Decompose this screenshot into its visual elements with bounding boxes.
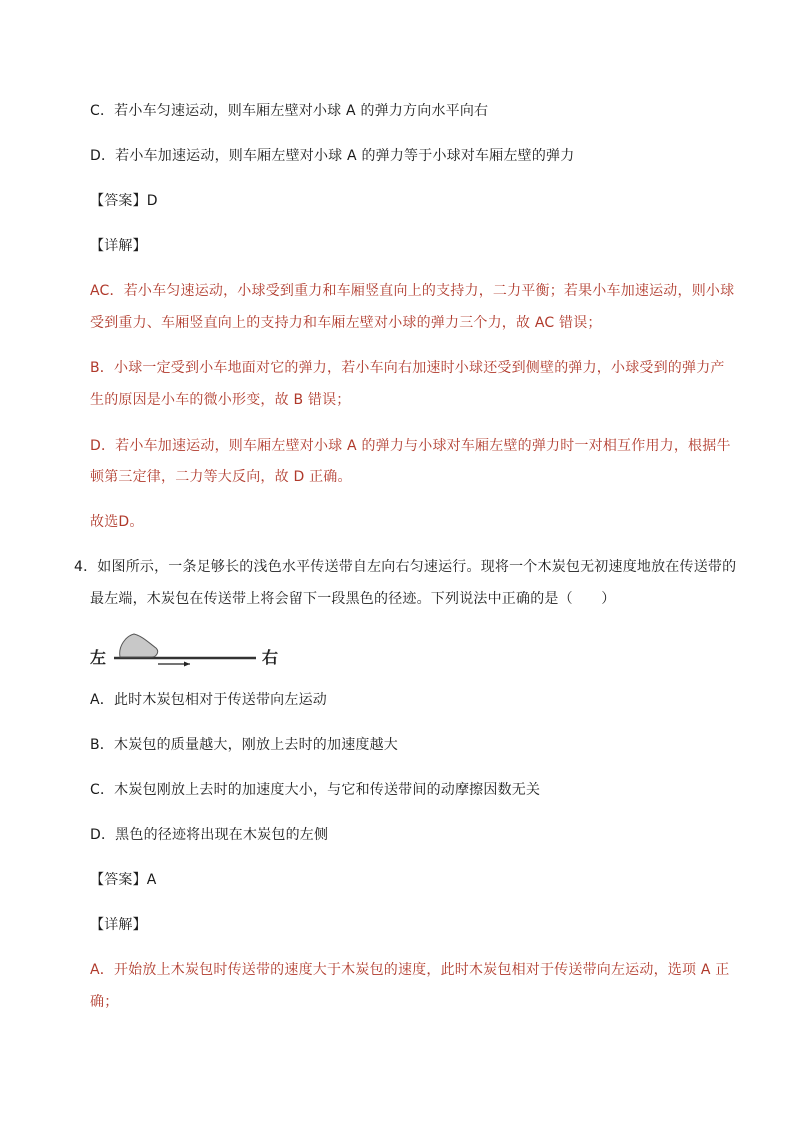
q4-detail-label: 【详解】 (90, 917, 147, 933)
q4-stem-line: 4．如图所示，一条足够长的浅色水平传送带自左向右匀速运行。现将一个木炭包无初速度地放在传送带的 (74, 559, 737, 575)
q3-conclusion: 故选D。 (90, 514, 144, 530)
q3-option-c: C．若小车匀速运动，则车厢左壁对小球 A 的弹力方向水平向右 (90, 103, 489, 119)
q4-option: C．木炭包刚放上去时的加速度大小，与它和传送带间的动摩擦因数无关 (90, 782, 541, 798)
q3-detail-label: 【详解】 (90, 238, 147, 254)
q4-answer: 【答案】A (90, 872, 157, 888)
figure-right-label: 右 (262, 648, 279, 667)
q4-option: B．木炭包的质量越大，刚放上去时的加速度越大 (90, 737, 399, 753)
q4-stem-line: 最左端，木炭包在传送带上将会留下一段黑色的径迹。下列说法中正确的是（ ） (90, 591, 616, 607)
q3-analysis-line: AC．若小车匀速运动，小球受到重力和车厢竖直向上的支持力，二力平衡；若果小车加速运动，则小球 (90, 283, 735, 299)
q3-analysis-line: B．小球一定受到小车地面对它的弹力，若小车向右加速时小球还受到侧壁的弹力，小球受到的弹力产 (90, 360, 725, 376)
q4-analysis-line: A．开始放上木炭包时传送带的速度大于木炭包的速度，此时木炭包相对于传送带向左运动，选项 A 正 (90, 962, 730, 978)
q3-analysis-line: D．若小车加速运动，则车厢左壁对小球 A 的弹力与小球对车厢左壁的弹力时一对相互作用力，根据牛 (90, 438, 731, 454)
q3-answer: 【答案】D (90, 193, 158, 209)
q4-option: D．黑色的径迹将出现在木炭包的左侧 (90, 827, 329, 843)
q4-option: A．此时木炭包相对于传送带向左运动 (90, 692, 327, 708)
q3-analysis-line: 顿第三定律，二力等大反向，故 D 正确。 (90, 469, 352, 485)
q3-analysis-line: 受到重力、车厢竖直向上的支持力和车厢左壁对小球的弹力三个力，故 AC 错误； (90, 315, 602, 331)
figure-left-label: 左 (90, 648, 107, 667)
q4-analysis-line: 确； (90, 994, 119, 1010)
arrowhead-icon (184, 662, 190, 667)
q3-analysis-line: 生的原因是小车的微小形变，故 B 错误； (90, 392, 351, 408)
charcoal-bag-shape (120, 634, 158, 657)
conveyor-belt-figure (86, 630, 286, 670)
q3-option-d: D．若小车加速运动，则车厢左壁对小球 A 的弹力等于小球对车厢左壁的弹力 (90, 148, 575, 164)
